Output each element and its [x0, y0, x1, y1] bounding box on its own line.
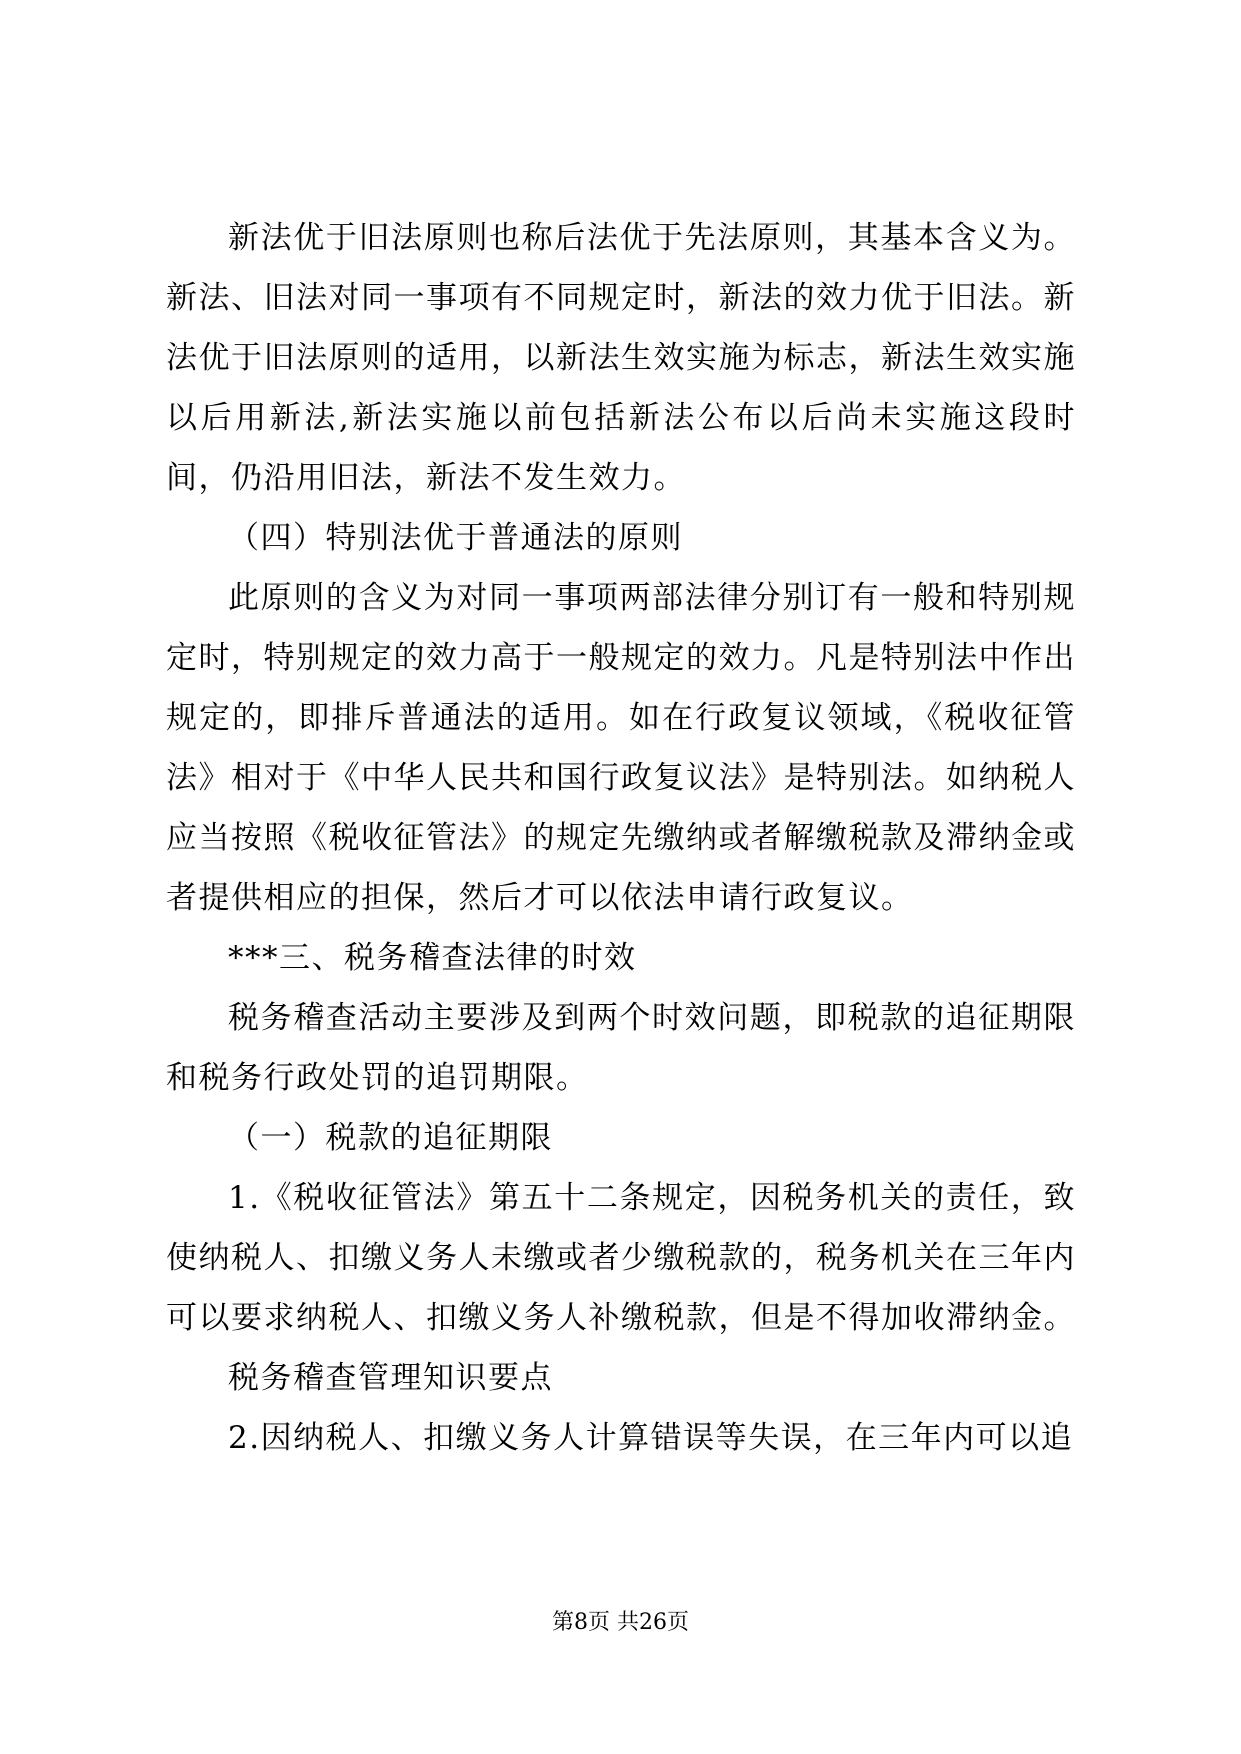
document-body — [166, 208, 1076, 1468]
paragraph-calculation-error: 2.因纳税人、扣缴义务人计算错误等失误，在三年内可以追 — [228, 1420, 1074, 1456]
heading-tax-audit-limitation: ***三、税务稽查法律的时效 — [228, 940, 637, 976]
paragraph-special-law-meaning: 此原则的含义为对同一事项两部法律分别订有一般和特别规定时，特别规定的效力高于一般规定的效力。凡是特别法中作出规定的，即排斥普通法的适用。如在行政复议领域，《税收征管法》相对于《中华人民共和国行政复议法》是特别法。如纳税人应当按照《税收征管法》的规定先缴纳或者解缴税款及滞纳金或者提供相应的担保，然后才可以依法申请行政复议。 — [166, 580, 1076, 916]
heading-special-law-principle: （四）特别法优于普通法的原则 — [228, 520, 683, 556]
paragraph-article-52: 1.《税收征管法》第五十二条规定，因税务机关的责任，致使纳税人、扣缴义务人未缴或者少缴税款的，税务机关在三年内可以要求纳税人、扣缴义务人补缴税款，但是不得加收滞纳金。 — [166, 1180, 1076, 1336]
page-number-footer: 第8页 共26页 — [552, 1610, 689, 1635]
heading-tax-recovery-period: （一）税款的追征期限 — [228, 1120, 553, 1156]
paragraph-new-law-principle: 新法优于旧法原则也称后法优于先法原则，其基本含义为。新法、旧法对同一事项有不同规定时，新法的效力优于旧法。新法优于旧法原则的适用，以新法生效实施为标志，新法生效实施以后用新法,新法实施以前包括新法公布以后尚未实施这段时间，仍沿用旧法，新法不发生效力。 — [166, 220, 1076, 496]
paragraph-limitation-issues: 税务稽查活动主要涉及到两个时效问题，即税款的追征期限和税务行政处罚的追罚期限。 — [166, 1000, 1076, 1096]
paragraph-knowledge-points: 税务稽查管理知识要点 — [228, 1360, 553, 1396]
